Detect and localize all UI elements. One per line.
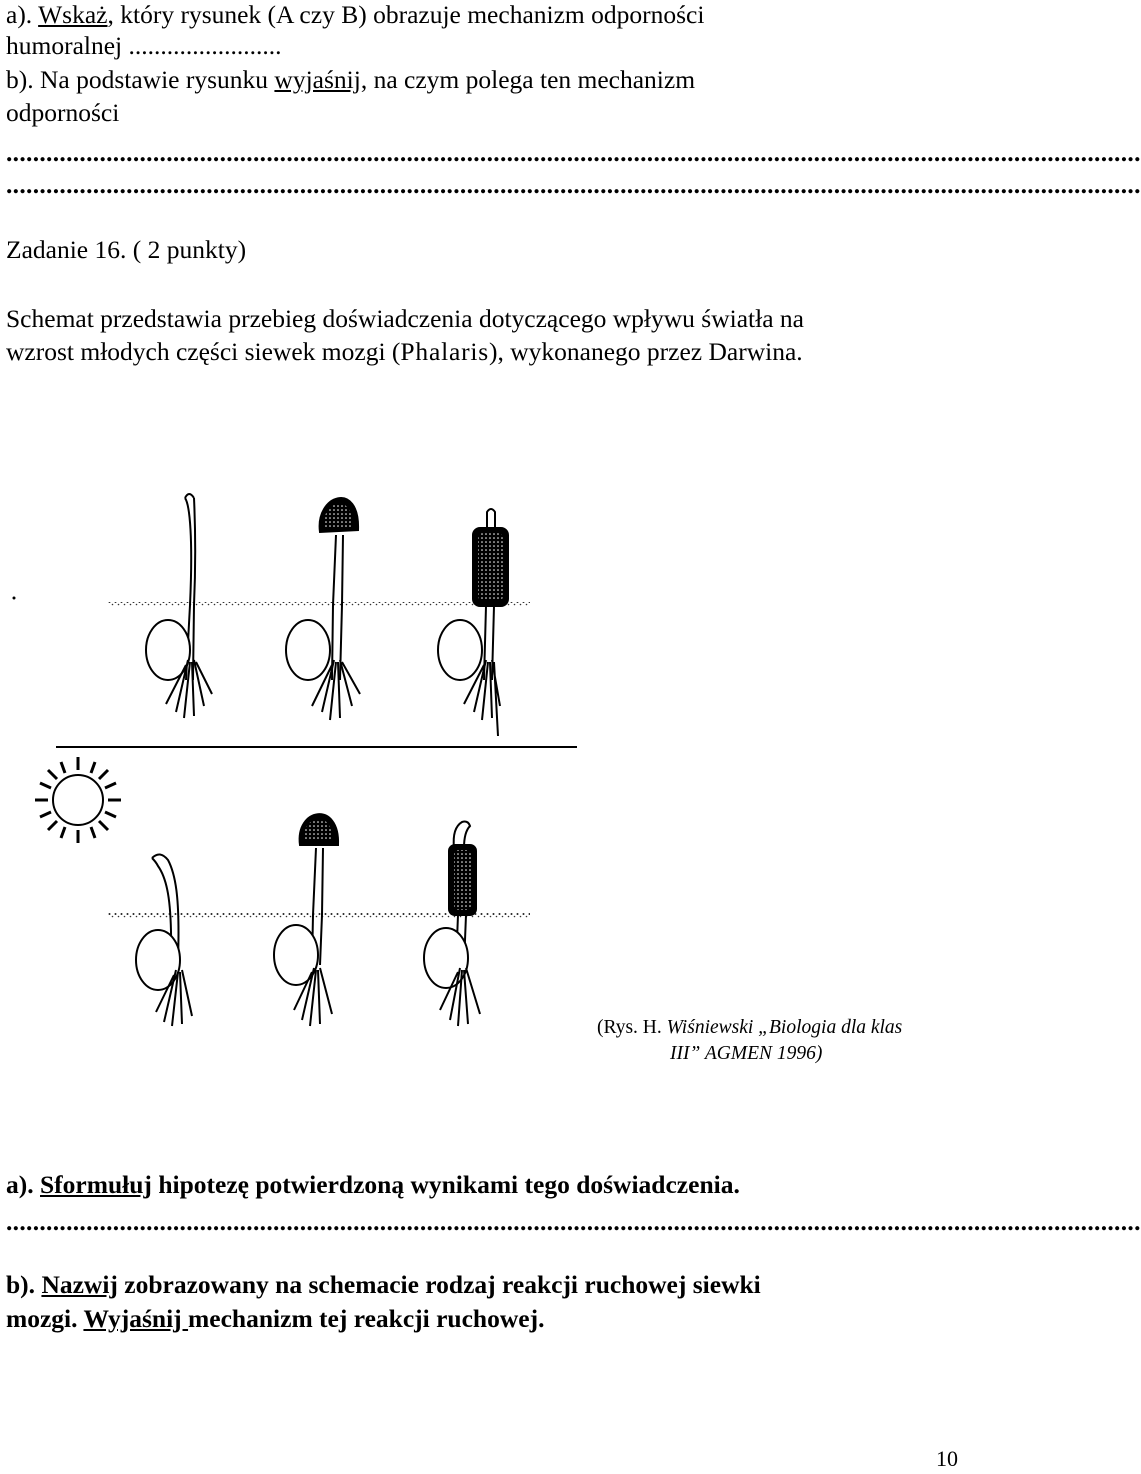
q16b-line2-prefix: mozgi.: [6, 1304, 84, 1333]
seedling-bottom-2: [274, 814, 338, 1026]
seedling-top-2: [286, 498, 360, 720]
seedling-bottom-1: [136, 854, 192, 1026]
q16b-verb: Nazwij: [41, 1270, 118, 1299]
q15a-prefix: a).: [6, 0, 39, 29]
q16a-verb: Sformułuj: [40, 1170, 152, 1199]
answer-dotted-line: ..........................................................................................................................................................................: [6, 170, 1141, 199]
seedling-bottom-3: [424, 822, 480, 1027]
q15a-verb: Wskaż: [38, 0, 108, 29]
q15a-continuation: humoralnej ........................: [6, 31, 282, 60]
q16b-line-1: [6, 1270, 761, 1300]
figure-caption-line-1: [597, 1014, 902, 1042]
q15b-prefix: b). Na podstawie rysunku: [6, 65, 275, 94]
q15b-text: , na czym polega ten mechanizm: [360, 65, 696, 94]
q15a-text: , który rysunek (A czy B) obrazuje mechanizm odporności: [107, 0, 705, 29]
q16a-line: [6, 1170, 740, 1200]
intro-text: wzrost młodych części siewek mozgi (: [6, 337, 401, 366]
page-number: 10: [936, 1446, 958, 1471]
q15b-verb: wyjaśnij: [274, 65, 361, 94]
soil-line-top: [108, 602, 530, 607]
q16b-line-2: [6, 1304, 544, 1334]
sun-icon: [35, 757, 121, 843]
q16b-line2-text: mechanizm tej reakcji ruchowej.: [188, 1304, 545, 1333]
q16a-prefix: a).: [6, 1170, 40, 1199]
seedling-top-3: [438, 509, 508, 736]
caption-ref: (Rys. H.: [597, 1017, 667, 1038]
q16b-text: zobrazowany na schemacie rodzaj reakcji ruchowej siewki: [117, 1270, 761, 1299]
q15b-continuation: odporności: [6, 98, 120, 127]
answer-dotted-line: ..........................................................................................................................................................................: [6, 1207, 1141, 1236]
q16b-verb-2: Wyjaśnij: [83, 1304, 189, 1333]
q16b-prefix: b).: [6, 1270, 42, 1299]
task-points: ( 2 punkty): [126, 235, 247, 264]
q16a-text: hipotezę potwierdzoną wynikami tego doświadczenia.: [151, 1170, 740, 1199]
intro-text: ), wykonanego przez Darwina.: [488, 337, 803, 366]
answer-dotted-line: ..........................................................................................................................................................................: [6, 138, 1141, 167]
task-intro-line-1: Schemat przedstawia przebieg doświadczenia dotyczącego wpływu światła na: [6, 304, 804, 333]
caption-source: Wiśniewski „Biologia dla klas: [666, 1017, 903, 1038]
species-name: Phalaris: [400, 337, 489, 366]
task-title: Zadanie 16.: [6, 235, 127, 264]
figure-caption-line-2: III” AGMEN 1996): [670, 1043, 823, 1064]
